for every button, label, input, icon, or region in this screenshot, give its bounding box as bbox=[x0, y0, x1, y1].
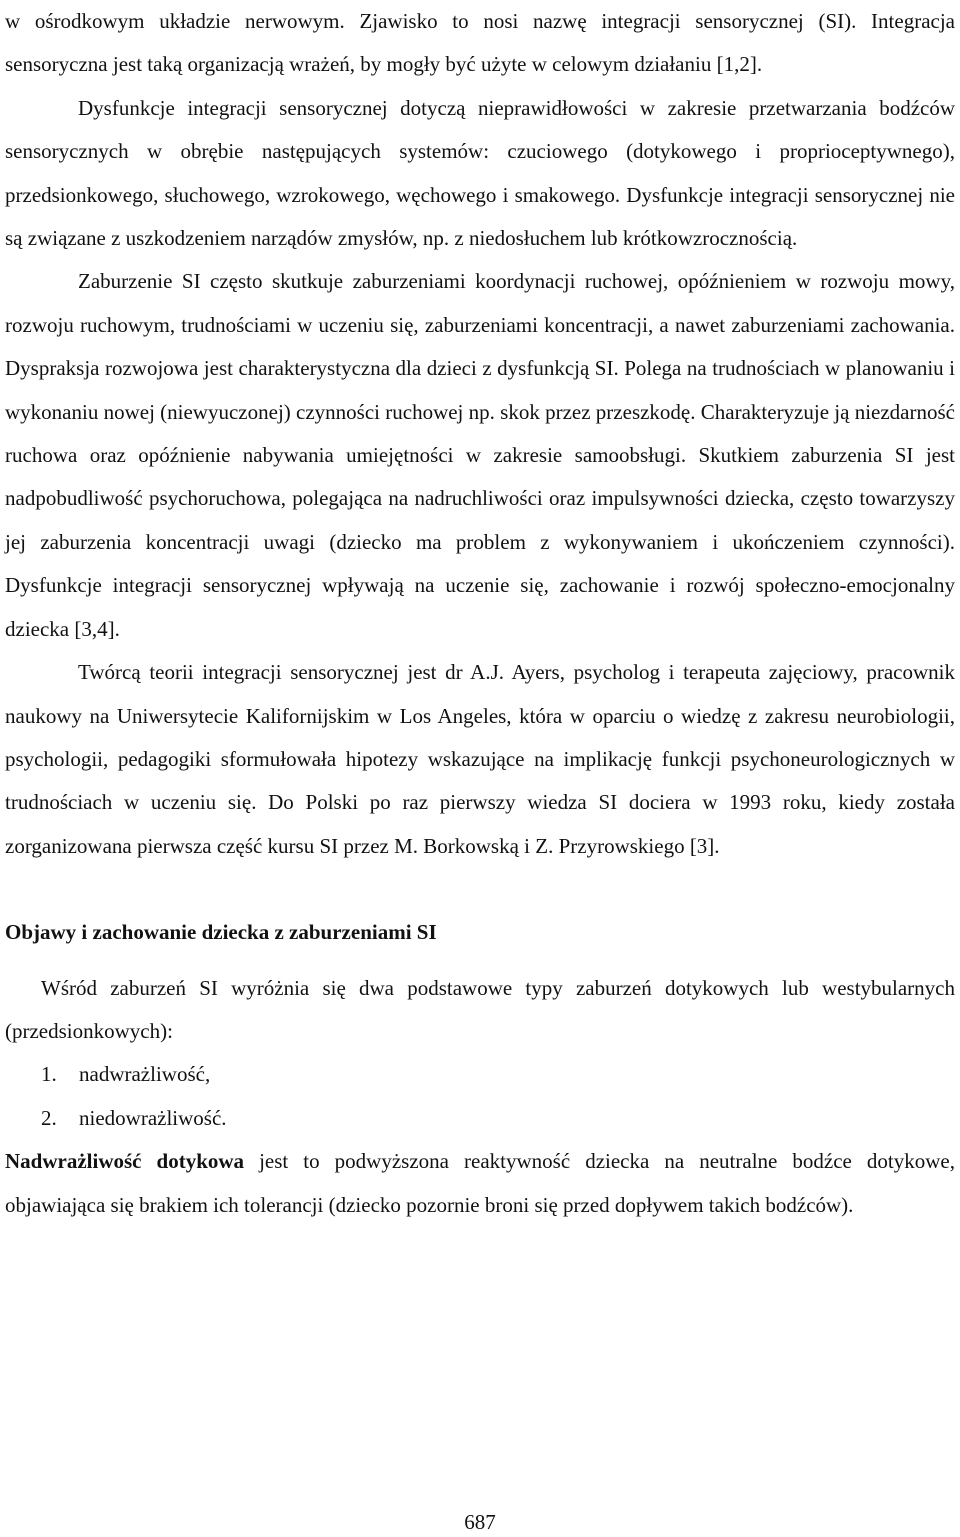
list-item bbox=[5, 1053, 955, 1096]
definition-text: jest to podwyższona reaktywność dziecka na neutralne bodźce dotykowe, objawiająca się brakiem ich tolerancji (dziecko pozornie broni się przed dopływem takich bodźców). bbox=[5, 1149, 955, 1217]
paragraph-si-effects: Zaburzenie SI często skutkuje zaburzeniami koordynacji ruchowej, opóźnieniem w rozwoju mowy, rozwoju ruchowym, trudnościami w uczeniu się, zaburzeniami koncentracji, a nawet zaburzeniami zachowania. Dyspraksja rozwojowa jest charakterystyczna dla dzieci z dysfunkcją SI. Polega na trudnościach w planowaniu i wykonaniu nowej (niewyuczonej) czynności ruchowej np. skok przez przeszkodę. Charakteryzuje ją niezdarność ruchowa oraz opóźnienie nabywania umiejętności w zakresie samoobsługi. Skutkiem zaburzenia SI jest nadpobudliwość psychoruchowa, polegająca na nadruchliwości oraz impulsywności dziecka, często towarzyszy jej zaburzenia koncentracji uwagi (dziecko ma problem z wykonywaniem i ukończeniem czynności). Dysfunkcje integracji sensorycznej wpływają na uczenie się, zachowanie i rozwój społeczno-emocjonalny dziecka [3,4]. bbox=[5, 269, 955, 641]
list-item bbox=[5, 1097, 955, 1140]
definition-term: Nadwrażliwość dotykowa bbox=[5, 1149, 245, 1174]
paragraph-si-definition: w ośrodkowym układzie nerwowym. Zjawisko to nosi nazwę integracji sensorycznej (SI). Integracja sensoryczna jest taką organizacją wrażeń, by mogły być użyte w celowym działaniu [1,2]. bbox=[5, 9, 955, 77]
list-item-number: 2. bbox=[41, 1105, 57, 1130]
list-item-number: 1. bbox=[41, 1062, 57, 1087]
list-item-text: niedowrażliwość. bbox=[79, 1105, 227, 1130]
document-page bbox=[5, 0, 955, 1227]
list-item-text: nadwrażliwość, bbox=[79, 1062, 211, 1087]
paragraph-si-history: Twórcą teorii integracji sensorycznej jest dr A.J. Ayers, psycholog i terapeuta zajęciowy, pracownik naukowy na Uniwersytecie Kalifornijskim w Los Angeles, która w oparciu o wiedzę z zakresu neurobiologii, psychologii, pedagogiki sformułowała hipotezy wskazujące na implikację funkcji psychoneurologicznych w trudnościach w uczeniu się. Do Polski po raz pierwszy wiedza SI dociera w 1993 roku, kiedy została zorganizowana pierwsza część kursu SI przez M. Borkowską i Z. Przyrowskiego [3]. bbox=[5, 660, 955, 858]
definition-paragraph bbox=[5, 1140, 955, 1227]
paragraph-si-dysfunctions: Dysfunkcje integracji sensorycznej dotyczą nieprawidłowości w zakresie przetwarzania bodźców sensorycznych w obrębie następujących systemów: czuciowego (dotykowego i proprioceptywnego), przedsionkowego, słuchowego, wzrokowego, węchowego i smakowego. Dysfunkcje integracji sensorycznej nie są związane z uszkodzeniem narządów zmysłów, np. z niedosłuchem lub krótkowzrocznością. bbox=[5, 95, 955, 251]
page-number: 687 bbox=[464, 1510, 496, 1534]
section-heading: Objawy i zachowanie dziecka z zaburzeniami SI bbox=[5, 920, 437, 945]
section-intro: Wśród zaburzeń SI wyróżnia się dwa podstawowe typy zaburzeń dotykowych lub westybularnych (przedsionkowych): bbox=[5, 975, 955, 1043]
disorder-types-list bbox=[5, 1053, 955, 1140]
